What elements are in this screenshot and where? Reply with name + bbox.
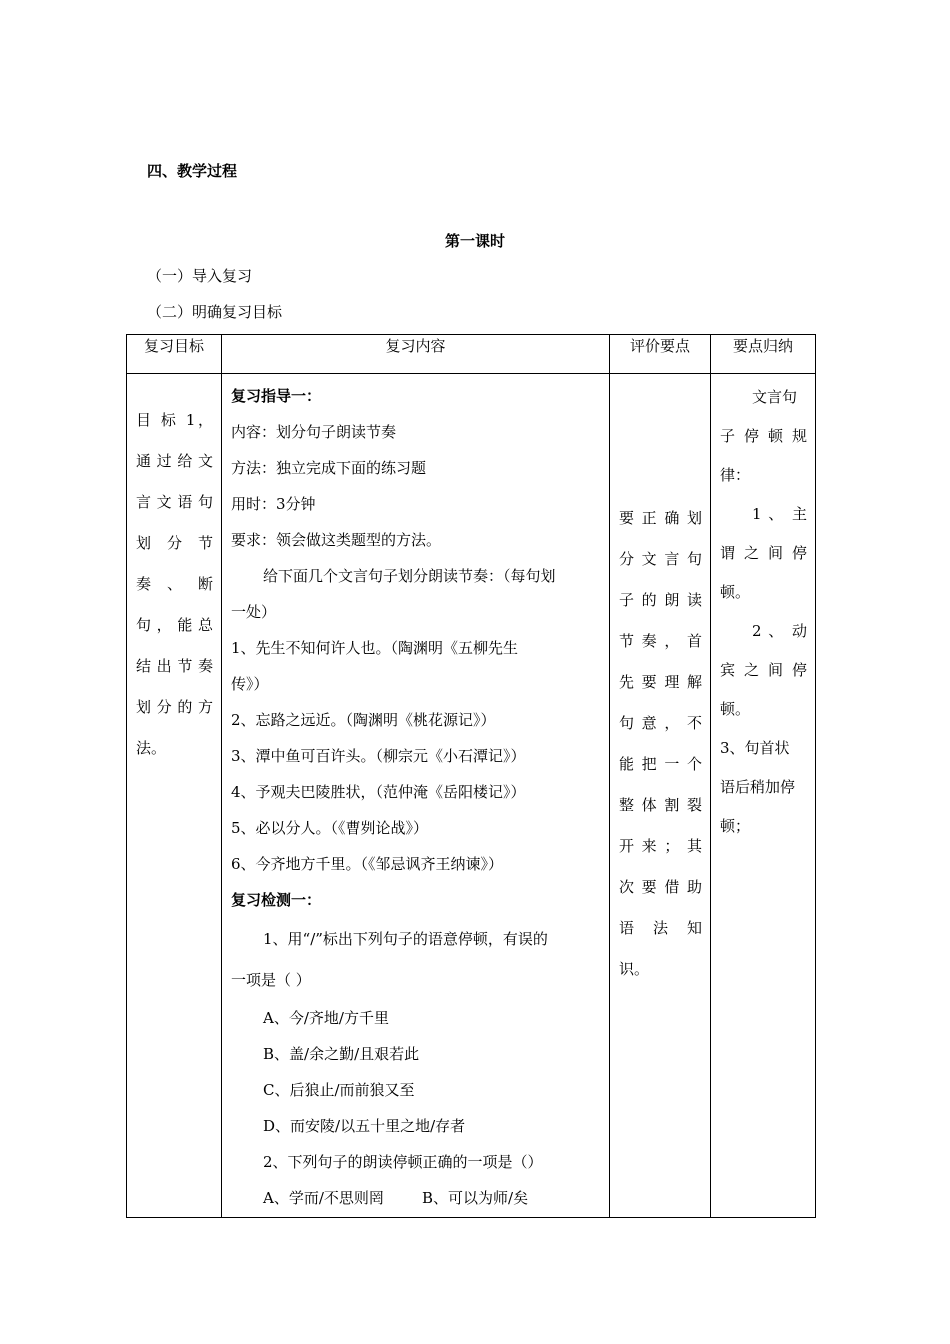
exercise-item: 2、忘路之远近。（陶渊明《桃花源记》） bbox=[231, 711, 496, 729]
goal-line: 目 标 1， bbox=[136, 411, 213, 429]
eval-line: 节奏，首 bbox=[619, 632, 702, 650]
summary-line: 语后稍加停 bbox=[720, 778, 796, 796]
guide-line: 要求：领会做这类题型的方法。 bbox=[231, 531, 442, 549]
task-intro-cont: 一处） bbox=[231, 603, 277, 621]
eval-line: 分文言句 bbox=[619, 550, 702, 568]
summary-line: 宾之间停 bbox=[720, 661, 807, 679]
exercise-item: 5、必以分人。（《曹刿论战》） bbox=[231, 819, 429, 837]
eval-cell bbox=[610, 374, 711, 1218]
eval-line: 能把一个 bbox=[619, 755, 702, 773]
period-title: 第一课时 bbox=[444, 232, 505, 250]
summary-line: 顿。 bbox=[720, 700, 751, 718]
exercise-item-cont: 传》） bbox=[231, 675, 269, 693]
goal-line: 奏 、 断 bbox=[136, 575, 213, 593]
summary-line: 顿。 bbox=[720, 583, 751, 601]
eval-line: 句意，不 bbox=[619, 714, 702, 732]
summary-line: 子停顿规 bbox=[720, 427, 807, 445]
review-table bbox=[126, 334, 816, 1218]
summary-line: 3、句首状 bbox=[720, 739, 790, 757]
exercise-item: 3、潭中鱼可百许头。（柳宗元《小石潭记》） bbox=[231, 747, 526, 765]
question-2: 2、下列句子的朗读停顿正确的一项是（） bbox=[263, 1153, 543, 1171]
table-row bbox=[127, 374, 816, 1218]
step-goals: （二）明确复习目标 bbox=[147, 303, 283, 321]
summary-line: 文言句 bbox=[752, 388, 798, 406]
header-eval: 评价要点 bbox=[610, 335, 711, 374]
goal-line: 结出节奏 bbox=[136, 657, 213, 675]
q1-option: B、盖/余之勤/且艰若此 bbox=[263, 1045, 420, 1063]
step-intro: （一）导入复习 bbox=[147, 267, 253, 285]
eval-line: 语 法 知 bbox=[619, 919, 702, 937]
summary-line: 1 、 主 bbox=[752, 505, 807, 523]
guide-line: 方法：独立完成下面的练习题 bbox=[231, 459, 427, 477]
eval-line: 要正确划 bbox=[619, 509, 702, 527]
summary-line: 律： bbox=[720, 466, 751, 484]
guide-line: 内容：划分句子朗读节奏 bbox=[231, 423, 397, 441]
content-cell bbox=[222, 374, 610, 1218]
question-1-cont: 一项是（ ） bbox=[231, 971, 311, 989]
table-header-row bbox=[127, 335, 816, 374]
guide-line: 用时：3分钟 bbox=[231, 495, 316, 513]
section-heading: 四、教学过程 bbox=[147, 162, 238, 180]
q1-option: A、今/齐地/方千里 bbox=[263, 1009, 389, 1027]
question-1: 1、用“/”标出下列句子的语意停顿，有误的 bbox=[263, 930, 548, 948]
eval-line: 识。 bbox=[619, 960, 650, 978]
goal-line: 法。 bbox=[136, 739, 167, 757]
exercise-item: 1、先生不知何许人也。（陶渊明《五柳先生 bbox=[231, 639, 519, 657]
header-goal: 复习目标 bbox=[127, 335, 222, 374]
eval-line: 整体割裂 bbox=[619, 796, 702, 814]
goal-cell bbox=[127, 374, 222, 1218]
goal-line: 划分的方 bbox=[136, 698, 213, 716]
summary-line: 谓之间停 bbox=[720, 544, 807, 562]
summary-line: 2 、 动 bbox=[752, 622, 807, 640]
eval-line: 子的朗读 bbox=[619, 591, 702, 609]
q2-options: A、学而/不思则罔 B、可以为师/矣 bbox=[263, 1189, 529, 1207]
exercise-item: 6、今齐地方千里。（《邹忌讽齐王纳谏》） bbox=[231, 855, 504, 873]
header-summary: 要点归纳 bbox=[711, 335, 816, 374]
exercise-item: 4、予观夫巴陵胜状，（范仲淹《岳阳楼记》） bbox=[231, 783, 526, 801]
task-intro: 给下面几个文言句子划分朗读节奏：（每句划 bbox=[263, 567, 556, 585]
q1-option: C、后狼止/而前狼又至 bbox=[263, 1081, 415, 1099]
goal-line: 句，能总 bbox=[136, 616, 213, 634]
eval-line: 开来；其 bbox=[619, 837, 702, 855]
guide-title: 复习指导一： bbox=[231, 387, 322, 405]
goal-line: 言文语句 bbox=[136, 493, 213, 511]
header-content: 复习内容 bbox=[222, 335, 610, 374]
eval-line: 先要理解 bbox=[619, 673, 702, 691]
test-title: 复习检测一： bbox=[231, 891, 322, 909]
eval-line: 次要借助 bbox=[619, 878, 702, 896]
q1-option: D、而安陵/以五十里之地/存者 bbox=[263, 1117, 466, 1135]
goal-line: 划 分 节 bbox=[136, 534, 213, 552]
summary-line: 顿； bbox=[720, 817, 751, 835]
goal-line: 通过给文 bbox=[136, 452, 213, 470]
summary-cell bbox=[711, 374, 816, 1218]
